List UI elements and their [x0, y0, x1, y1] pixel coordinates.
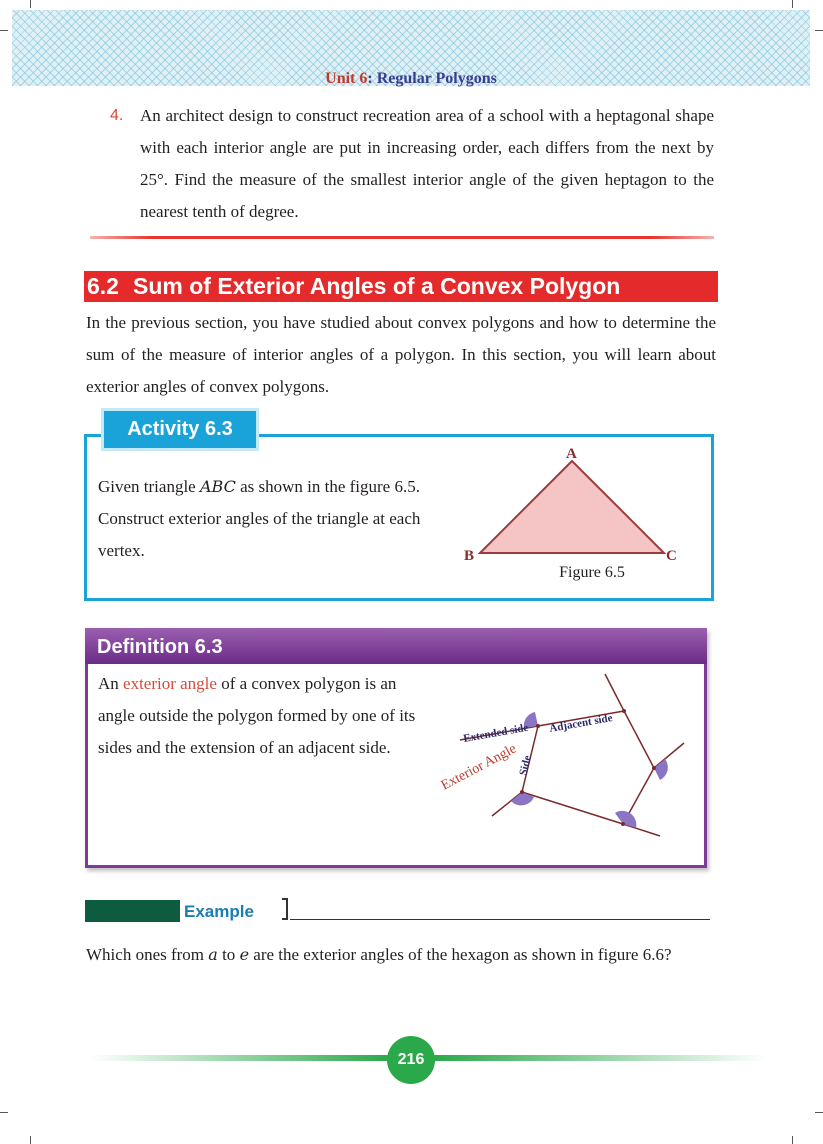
- crop-mark: [815, 1112, 823, 1113]
- exercise-text: An architect design to construct recreation area of a school with a heptagonal shape with each interior angle are put in increasing order, each differs from the next by 25°. Find the measure of the smallest interior angle of the given heptagon to the nearest tenth of degree.: [140, 106, 714, 221]
- exercise-number: 4.: [110, 107, 124, 124]
- section-number: 6.2: [87, 273, 119, 299]
- vertex-c-label: C: [666, 548, 677, 564]
- crop-mark: [792, 1136, 793, 1144]
- question-var-e: e: [239, 945, 250, 964]
- header-separator: :: [367, 70, 373, 87]
- page-number: 216: [387, 1036, 435, 1084]
- vertex-dot: [652, 766, 656, 770]
- definition-text-after: of a convex polygon is an angle outside the polygon formed by one of its sides and the extension of an adjacent side.: [98, 674, 416, 757]
- label-exterior-angle: Exterior Angle: [438, 741, 519, 794]
- triangle-abc: [480, 461, 664, 553]
- example-label: Example: [184, 902, 254, 921]
- definition-term: exterior angle: [123, 674, 217, 693]
- activity-text-before: Given triangle: [98, 477, 200, 496]
- question-text-before: Which ones from: [86, 945, 209, 964]
- section-intro: In the previous section, you have studied about convex polygons and how to determine the sum of the measure of interior angles of a polygon. In this section, you will learn about exterior angles of convex polygons.: [86, 313, 716, 396]
- label-side: Side: [517, 754, 534, 777]
- crop-mark: [0, 30, 8, 31]
- exterior-angle-figure: [430, 664, 700, 844]
- definition-text-before: An: [98, 674, 124, 693]
- vertex-a-label: A: [566, 446, 577, 462]
- vertex-dot: [536, 724, 540, 728]
- activity-text-after: as shown in the figure 6.5. Construct exterior angles of the triangle at each vertex.: [98, 477, 421, 560]
- activity-label: Activity 6.3: [101, 408, 259, 451]
- label-extended-side: Extended side: [462, 721, 530, 745]
- activity-text: [98, 471, 458, 567]
- header-chapter-title: Regular Polygons: [376, 70, 497, 87]
- exercise-item: [110, 100, 714, 228]
- extension-line: [654, 743, 684, 768]
- vertex-b-label: B: [464, 548, 475, 564]
- footer-rule-left: [90, 1055, 390, 1061]
- vertex-dot: [621, 822, 625, 826]
- label-adjacent-side: Adjacent side: [548, 712, 614, 735]
- extension-line: [605, 674, 624, 711]
- extension-line: [623, 824, 660, 836]
- crop-mark: [30, 1136, 31, 1144]
- question-text-mid: to: [217, 945, 240, 964]
- crop-mark: [30, 0, 31, 8]
- activity-math: ABC: [199, 477, 236, 496]
- section-title: Sum of Exterior Angles of a Convex Polygon: [132, 273, 621, 299]
- example-underline: [290, 919, 710, 920]
- section-divider: [90, 236, 714, 239]
- question-text-after: are the exterior angles of the hexagon as shown in figure 6.6?: [249, 945, 672, 964]
- polygon-side: [522, 792, 623, 824]
- crop-mark: [792, 0, 793, 8]
- figure-caption: Figure 6.5: [559, 564, 625, 581]
- definition-label: Definition 6.3: [85, 628, 707, 664]
- example-marker: [85, 900, 180, 922]
- footer-rule-right: [432, 1055, 767, 1061]
- crop-mark: [815, 30, 823, 31]
- polygon-side: [624, 711, 654, 768]
- header-unit: Unit 6: [325, 70, 368, 87]
- vertex-dot: [622, 709, 626, 713]
- crop-mark: [0, 1112, 8, 1113]
- page-header: [12, 10, 810, 86]
- section-heading: [84, 271, 718, 302]
- vertex-dot: [520, 790, 524, 794]
- example-bracket: [282, 898, 288, 920]
- definition-text: [98, 668, 428, 764]
- question-var-a: a: [208, 945, 218, 964]
- example-question: [86, 939, 716, 971]
- header-title: [12, 70, 810, 88]
